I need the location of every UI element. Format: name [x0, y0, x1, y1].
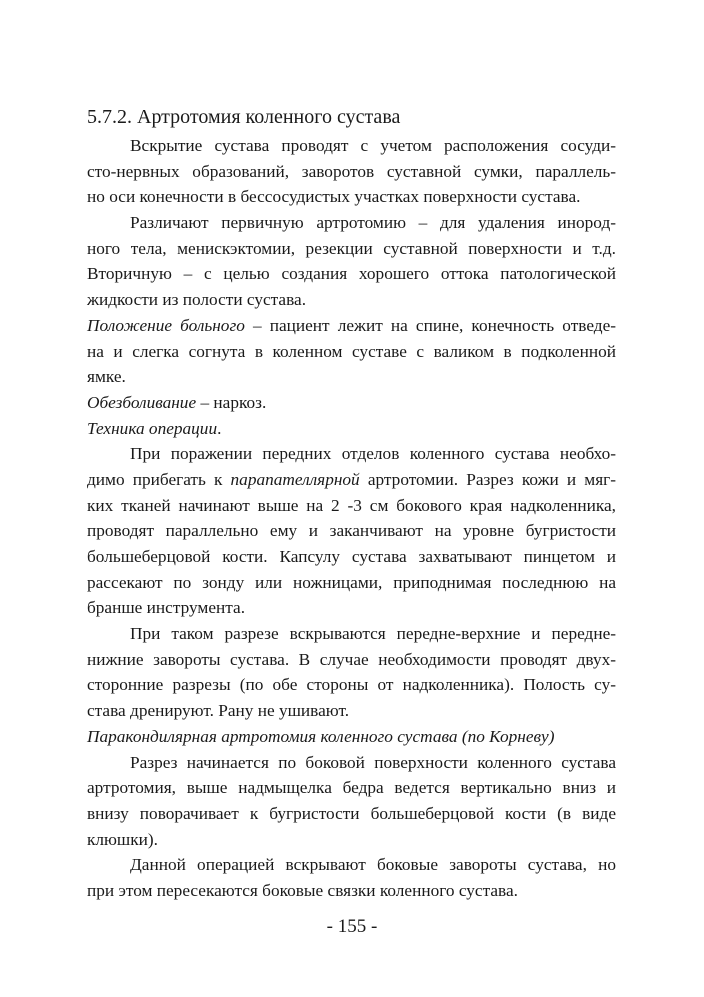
italic-run: Положение больного	[87, 315, 245, 335]
text-line: При поражении передних отделов коленного сустава необхо-	[130, 444, 616, 464]
text-line: рассекают по зонду или ножницами, приподнимая последнюю на	[87, 572, 616, 592]
text-line: сто-нервных образований, заворотов суставной сумки, параллель-	[87, 161, 616, 181]
text-line: ного тела, менискэктомии, резекции суставной поверхности и т.д.	[87, 238, 616, 258]
text-line: Вскрытие сустава проводят с учетом расположения сосуди-	[130, 136, 616, 155]
text-line: внизу поворачивает к бугристости большеберцовой кости (в виде	[87, 803, 616, 823]
section-heading: 5.7.2. Артротомия коленного сустава	[87, 106, 401, 128]
text-line: ямке.	[87, 367, 126, 387]
text-line: артротомия, выше надмыщелка бедра ведется вертикально вниз и	[87, 778, 616, 798]
text-line: Разрез начинается по боковой поверхности коленного сустава	[130, 752, 616, 772]
text-line: Данной операцией вскрывают боковые завороты сустава, но	[130, 855, 616, 875]
text-line	[87, 467, 616, 493]
page-body	[87, 104, 616, 904]
italic-run: Обезболивание	[87, 392, 197, 412]
text-line: клюшки).	[87, 829, 158, 849]
italic-run: Техника операции	[87, 418, 218, 438]
text-line: жидкости из полости сустава.	[87, 290, 307, 310]
text-line	[87, 390, 616, 416]
text-line: Вторичную – с целью создания хорошего оттока патологической	[87, 264, 616, 284]
text-line	[87, 313, 616, 339]
text-line: бранше инструмента.	[87, 598, 246, 618]
text-line: но оси конечности в бессосудистых участках поверхности сустава.	[87, 187, 581, 207]
text-line: Различают первичную артротомию – для удаления инород-	[130, 213, 616, 233]
text-run: .	[217, 418, 222, 438]
text-run: – наркоз.	[196, 392, 267, 412]
text-line: става дренируют. Рану не ушивают.	[87, 701, 350, 721]
text-line	[87, 416, 616, 442]
italic-run: парапателлярной	[230, 469, 360, 489]
text-run: димо прибегать к	[87, 469, 231, 489]
body-text	[87, 133, 616, 904]
page-number: - 155 -	[326, 916, 378, 937]
text-line: проводят параллельно ему и заканчивают на уровне бугристости	[87, 521, 616, 541]
text-line: при этом пересекаются боковые связки коленного сустава.	[87, 880, 518, 900]
text-line: на и слегка согнута в коленном суставе с валиком в подколенной	[87, 341, 616, 361]
text-line: При таком разрезе вскрываются передне-верхние и передне-	[130, 624, 616, 644]
text-run: – пациент лежит на спине, конечность отведе-	[244, 315, 616, 335]
text-line: сторонние разрезы (по обе стороны от надколенника). Полость су-	[87, 675, 616, 695]
text-line: большеберцовой кости. Капсулу сустава захватывают пинцетом и	[87, 547, 616, 566]
text-line: ких тканей начинают выше на 2 -3 см бокового края надколенника,	[87, 495, 616, 515]
text-run: артротомии. Разрез кожи и мяг-	[359, 469, 616, 489]
text-line	[87, 724, 616, 750]
text-line: нижние завороты сустава. В случае необходимости проводят двух-	[87, 649, 616, 669]
italic-run: Паракондилярная артротомия коленного сустава (по Корневу)	[87, 726, 555, 746]
